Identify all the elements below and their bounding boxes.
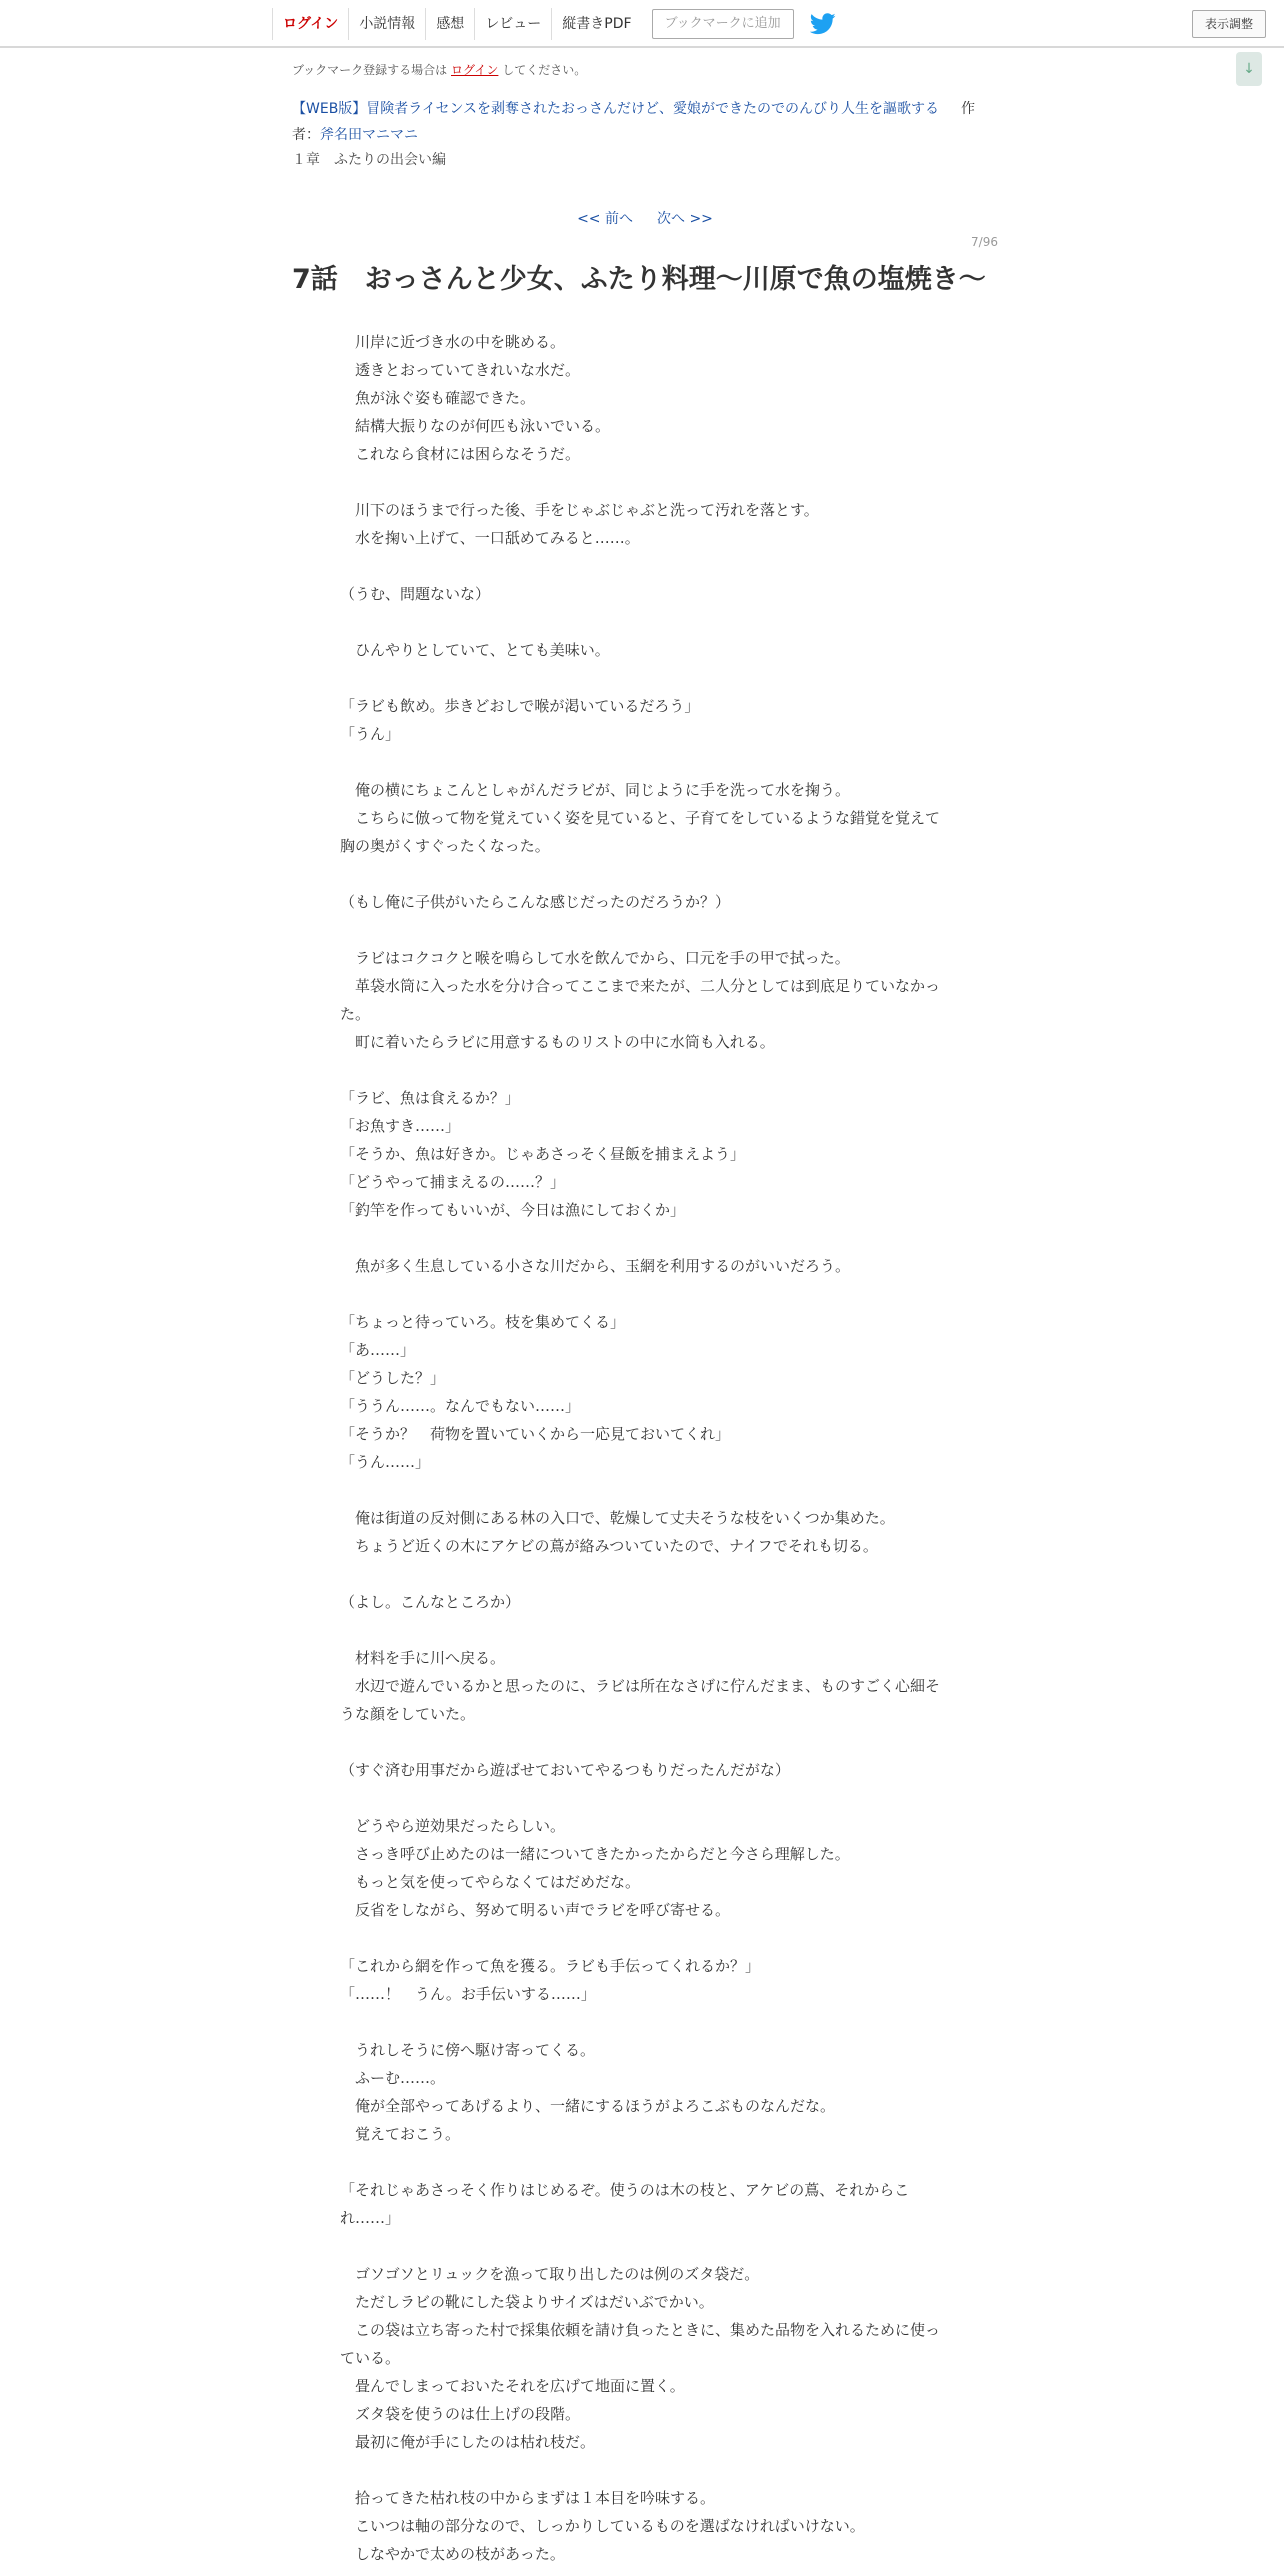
body-paragraph: 「ううん……。なんでもない……」 [340,1397,581,1415]
body-paragraph: 「うん」 [340,725,401,743]
body-paragraph: 「どうやって捕まえるの……？」 [340,1173,566,1191]
novel-header [292,60,998,300]
body-paragraph [340,860,950,888]
chapter-title: １章 ふたりの出会い編 [292,152,446,168]
body-paragraph: ふーむ……。 [340,2069,446,2087]
body-paragraph: 材料を手に川へ戻る。 [340,1649,506,1667]
body-paragraph: 結構大振りなのが何匹も泳いでいる。 [340,417,611,435]
top-nav [272,8,836,40]
body-paragraph: ただしラビの靴にした袋よりサイズはだいぶでかい。 [340,2293,714,2311]
twitter-icon[interactable] [810,13,836,35]
body-paragraph: 「そうか、魚は好きか。じゃあさっそく昼飯を捕まえよう」 [340,1145,746,1163]
novel-body [340,328,950,2568]
login-link[interactable]: ログイン [272,8,348,40]
body-paragraph: うれしそうに傍へ駆け寄ってくる。 [340,2041,596,2059]
body-paragraph: 水を掬い上げて、一口舐めてみると……。 [340,529,640,547]
page-number: 7/96 [971,235,998,249]
body-paragraph: こちらに倣って物を覚えていく姿を見ていると、子育てをしているような錯覚を覚えて胸の奥がくすぐったくなった。 [340,809,941,855]
body-paragraph: 「どうした？」 [340,1369,446,1387]
body-paragraph: ひんやりとしていて、とても美味い。 [340,641,610,659]
body-paragraph [340,1616,950,1644]
body-paragraph [340,1056,950,1084]
review-link[interactable]: レビュー [474,8,551,40]
body-paragraph: 反省をしながら、努めて明るい声でラビを呼び寄せる。 [340,1901,731,1919]
body-paragraph: 俺の横にちょこんとしゃがんだラビが、同じように手を洗って水を掬う。 [340,781,851,799]
body-paragraph: 「ちょっと待っていろ。枝を集めてくる」 [340,1313,626,1331]
body-paragraph: （よし。こんなところか） [340,1593,521,1611]
novel-info-link[interactable]: 小説情報 [348,8,425,40]
body-paragraph [340,1476,950,1504]
body-paragraph: （もし俺に子供がいたらこんな感じだったのだろうか？） [340,893,731,911]
body-paragraph: 「これから網を作って魚を獲る。ラビも手伝ってくれるか？」 [340,1957,761,1975]
body-paragraph: もっと気を使ってやらなくてはだめだな。 [340,1873,641,1891]
body-paragraph: 透きとおっていてきれいな水だ。 [340,361,581,379]
body-paragraph [340,552,950,580]
body-paragraph: どうやら逆効果だったらしい。 [340,1817,566,1835]
body-paragraph: 川下のほうまで行った後、手をじゃぶじゃぶと洗って汚れを落とす。 [340,501,819,519]
body-paragraph [340,1560,950,1588]
author-link[interactable]: 斧名田マニマニ [320,127,418,143]
body-paragraph: 革袋水筒に入った水を分け合ってここまで来たが、二人分としては到底足りていなかった。 [340,977,941,1023]
body-paragraph [340,468,950,496]
body-paragraph: 覚えておこう。 [340,2125,461,2143]
body-paragraph [340,1224,950,1252]
body-paragraph: ズタ袋を使うのは仕上げの段階。 [340,2405,581,2423]
top-bar [0,0,1284,48]
impressions-link[interactable]: 感想 [425,8,474,40]
body-paragraph [340,2148,950,2176]
body-paragraph: 拾ってきた枯れ枝の中からまずは１本目を吟味する。 [340,2489,716,2507]
body-paragraph [340,748,950,776]
body-paragraph [340,2232,950,2260]
notice-login-link[interactable]: ログイン [451,63,499,77]
body-paragraph: 「あ……」 [340,1341,416,1359]
pager [292,208,998,230]
body-paragraph [340,916,950,944]
body-paragraph: 水辺で遊んでいるかと思ったのに、ラビは所在なさげに佇んだまま、ものすごく心細そうな顔をしていた。 [340,1677,941,1723]
body-paragraph: ラビはコクコクと喉を鳴らして水を飲んでから、口元を手の甲で拭った。 [340,949,850,967]
body-paragraph [340,1924,950,1952]
body-paragraph: （すぐ済む用事だから遊ばせておいてやるつもりだったんだがな） [340,1761,790,1779]
body-paragraph: 「……！ うん。お手伝いする……」 [340,1985,596,2003]
body-paragraph: 「ラビも飲め。歩きどおしで喉が渇いているだろう」 [340,697,700,715]
author-label: 作者： [292,101,976,143]
body-paragraph: （うむ、問題ないな） [340,585,491,603]
body-paragraph [340,2008,950,2036]
body-paragraph: これなら食材には困らなそうだ。 [340,445,581,463]
body-paragraph: しなやかで太めの枝があった。 [340,2545,565,2563]
body-paragraph: 川岸に近づき水の中を眺める。 [340,333,566,351]
body-paragraph: 最初に俺が手にしたのは枯れ枝だ。 [340,2433,596,2451]
body-paragraph: 俺は街道の反対側にある林の入口で、乾燥して丈夫そうな枝をいくつか集めた。 [340,1509,895,1527]
display-settings-button[interactable]: 表示調整 [1192,10,1266,38]
body-paragraph: 「お魚すき……」 [340,1117,461,1135]
body-paragraph: 「うん……」 [340,1453,431,1471]
episode-title: 7話 おっさんと少女、ふたり料理～川原で魚の塩焼き～ [292,264,986,295]
scroll-down-button[interactable]: ↓ [1236,52,1262,86]
body-paragraph: さっき呼び止めたのは一緒についてきたかったからだと今さら理解した。 [340,1845,850,1863]
body-paragraph: 「それじゃあさっそく作りはじめるぞ。使うのは木の枝と、アケビの蔦、それからこれ……」 [340,2181,910,2227]
body-paragraph: 畳んでしまっておいたそれを広げて地面に置く。 [340,2377,685,2395]
body-paragraph [340,664,950,692]
body-paragraph: ゴソゴソとリュックを漁って取り出したのは例のズタ袋だ。 [340,2265,760,2283]
vertical-pdf-link[interactable]: 縦書きPDF [551,8,641,40]
body-paragraph: こいつは軸の部分なので、しっかりしているものを選ばなければいけない。 [340,2517,865,2535]
series-title-link[interactable]: 【WEB版】冒険者ライセンスを剥奪されたおっさんだけど、愛娘ができたのでのんびり人生を謳歌する [292,101,940,117]
bookmark-notice: ブックマーク登録する場合は ログイン してください。 [292,63,587,77]
body-paragraph: 魚が多く生息している小さな川だから、玉網を利用するのがいいだろう。 [340,1257,851,1275]
body-paragraph [340,1784,950,1812]
body-paragraph: 魚が泳ぐ姿も確認できた。 [340,389,536,407]
body-paragraph: 「そうか？ 荷物を置いていくから一応見ておいてくれ」 [340,1425,731,1443]
add-bookmark-button[interactable]: ブックマークに追加 [652,9,794,39]
body-paragraph: 「釣竿を作ってもいいが、今日は漁にしておくか」 [340,1201,686,1219]
body-paragraph [340,2456,950,2484]
series-info [292,96,978,148]
body-paragraph: 俺が全部やってあげるより、一緒にするほうがよろこぶものなんだな。 [340,2097,836,2115]
body-paragraph [340,1728,950,1756]
body-paragraph: 町に着いたらラビに用意するものリストの中に水筒も入れる。 [340,1033,775,1051]
next-link[interactable]: 次へ >> [657,211,713,227]
body-paragraph: ちょうど近くの木にアケビの蔦が絡みついていたので、ナイフでそれも切る。 [340,1537,878,1555]
prev-link[interactable]: << 前へ [577,211,633,227]
body-paragraph [340,1280,950,1308]
body-paragraph [340,608,950,636]
body-paragraph: 「ラビ、魚は食えるか？」 [340,1089,520,1107]
body-paragraph: この袋は立ち寄った村で採集依頼を請け負ったときに、集めた品物を入れるために使っている。 [340,2321,941,2367]
